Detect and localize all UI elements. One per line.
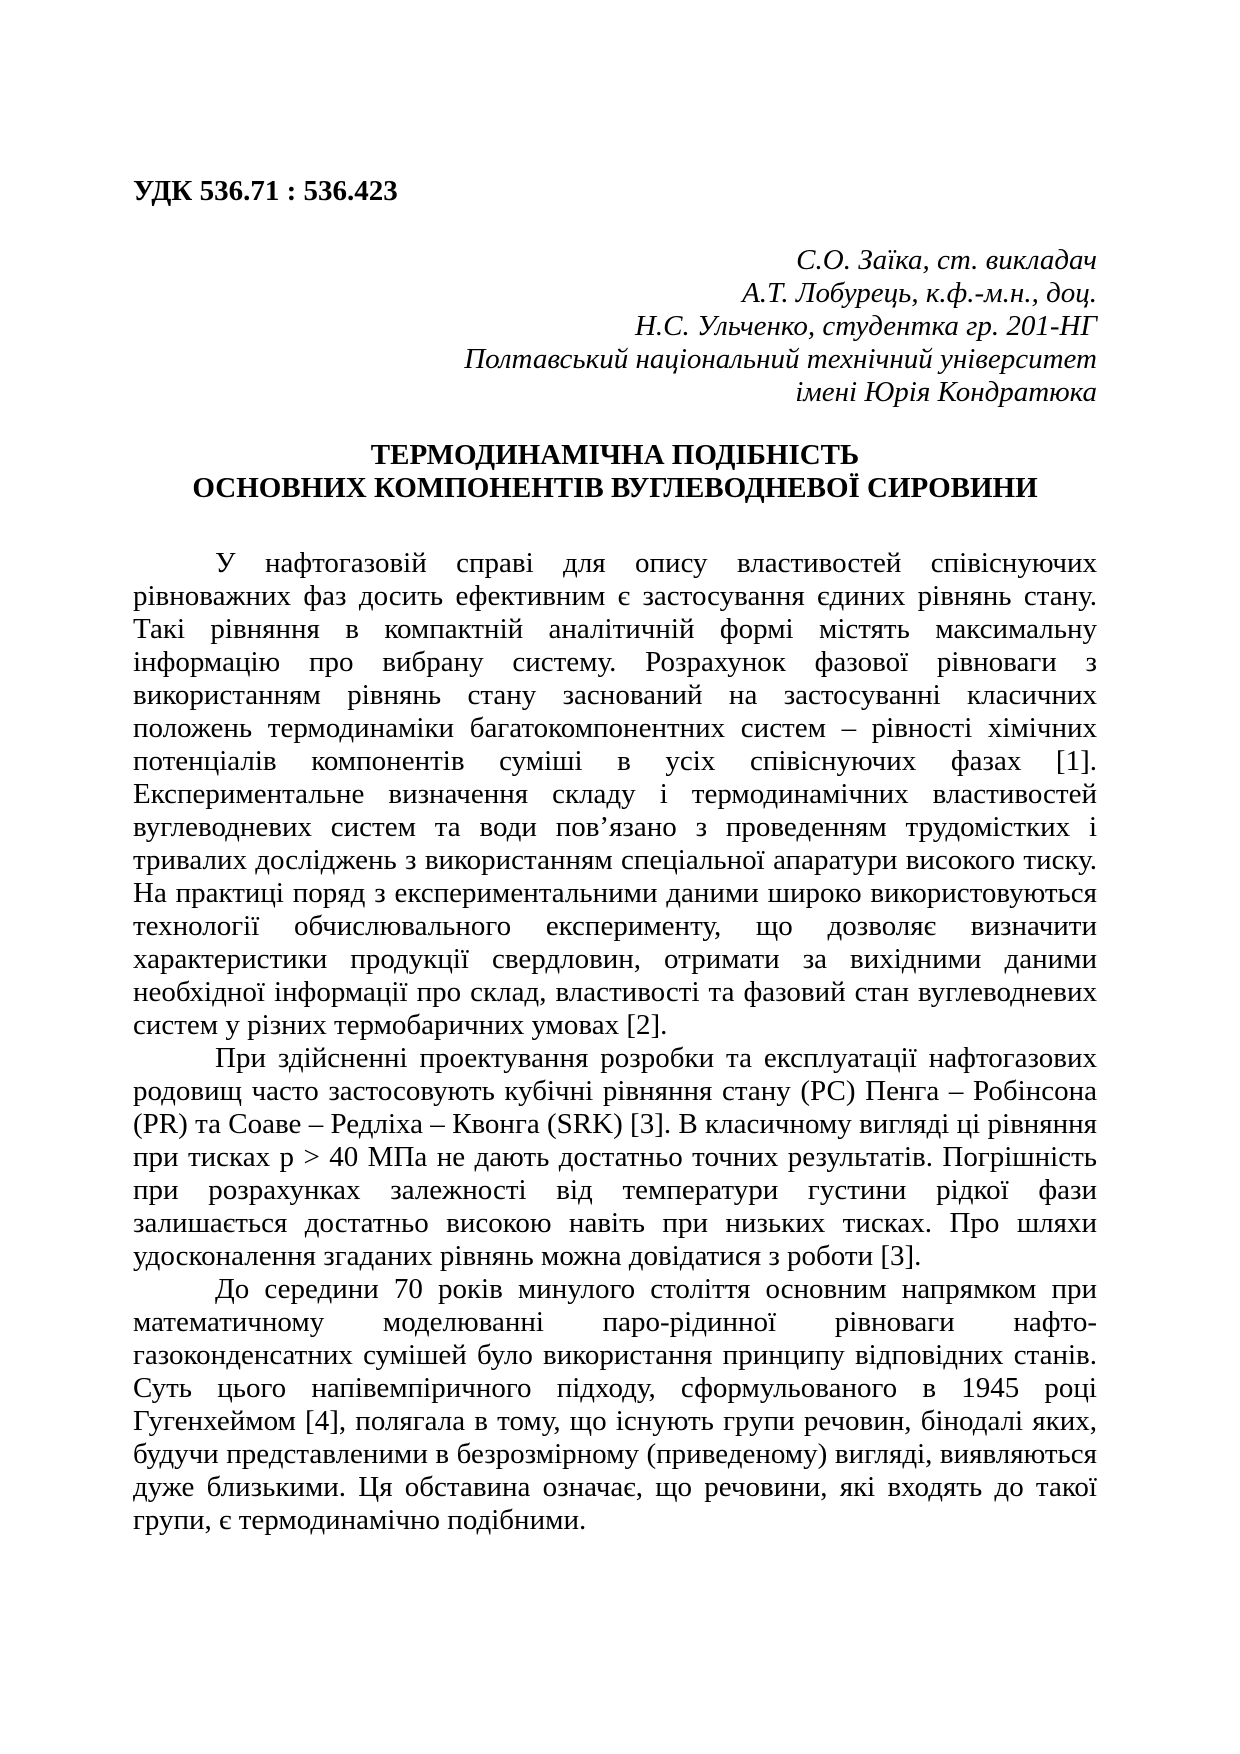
affiliation-line-2: імені Юрія Кондратюка bbox=[795, 376, 1097, 408]
article-title-line-2: ОСНОВНИХ КОМПОНЕНТІВ ВУГЛЕВОДНЕВОЇ СИРОВИНИ bbox=[192, 472, 1038, 504]
paragraph-3: До середини 70 років минулого століття основним напрямком при математичному моделюванні паро-рідинної рівноваги нафто-газоконденсатних сумішей було використання принципу відповідних станів. Суть цього напівемпіричного підходу, сформульованого в 1945 році Гугенхеймом [4], полягала в тому, що існують групи речовин, бінодалі яких, будучи представленими в безрозмірному (приведеному) вигляді, виявляються дуже близькими. Ця обставина означає, що речовини, які входять до такої групи, є термодинамічно подібними. bbox=[133, 1273, 1097, 1536]
author-line-3: Н.С. Ульченко, студентка гр. 201-НГ bbox=[634, 310, 1097, 342]
article-title bbox=[133, 439, 1097, 505]
article-title-line-1: ТЕРМОДИНАМІЧНА ПОДІБНІСТЬ bbox=[370, 439, 860, 471]
article-body bbox=[133, 547, 1097, 1537]
udc-code: УДК 536.71 : 536.423 bbox=[133, 175, 398, 207]
paragraph-1: У нафтогазовій справі для опису властивостей співіснуючих рівноважних фаз досить ефективним є застосування єдиних рівнянь стану. Такі рівняння в компактній аналітичній формі містять максимальну інформацію про вибрану систему. Розрахунок фазової рівноваги з використанням рівнянь стану заснований на застосуванні класичних положень термодинаміки багатокомпонентних систем – рівності хімічних потенціалів компонентів суміші в усіх співіснуючих фазах [1]. Експериментальне визначення складу і термодинамічних властивостей вуглеводневих систем та води пов’язано з проведенням трудомістких і тривалих досліджень з використанням спеціальної апаратури високого тиску. На практиці поряд з експериментальними даними широко використовуються технології обчислювального експерименту, що дозволяє визначити характеристики продукції свердловин, отримати за вихідними даними необхідної інформації про склад, властивості та фазовий стан вуглеводневих систем у різних термобаричних умовах [2]. bbox=[133, 547, 1097, 1041]
paragraph-2: При здійсненні проектування розробки та експлуатації нафтогазових родовищ часто застосовують кубічні рівняння стану (РС) Пенга – Робінсона (PR) та Соаве – Редліха – Квонга (SRK) [3]. В класичному вигляді ці рівняння при тисках р > 40 МПа не дають достатньо точних результатів. Погрішність при розрахунках залежності від температури густини рідкої фази залишається достатньо високою навіть при низьких тисках. Про шляхи удосконалення згаданих рівнянь можна довідатися з роботи [3]. bbox=[133, 1042, 1097, 1272]
author-block bbox=[133, 244, 1097, 409]
affiliation-line-1: Полтавський національний технічний університет bbox=[464, 343, 1097, 375]
author-line-2: А.Т. Лобурець, к.ф.-м.н., доц. bbox=[742, 277, 1097, 309]
author-line-1: С.О. Заїка, ст. викладач bbox=[796, 244, 1097, 276]
